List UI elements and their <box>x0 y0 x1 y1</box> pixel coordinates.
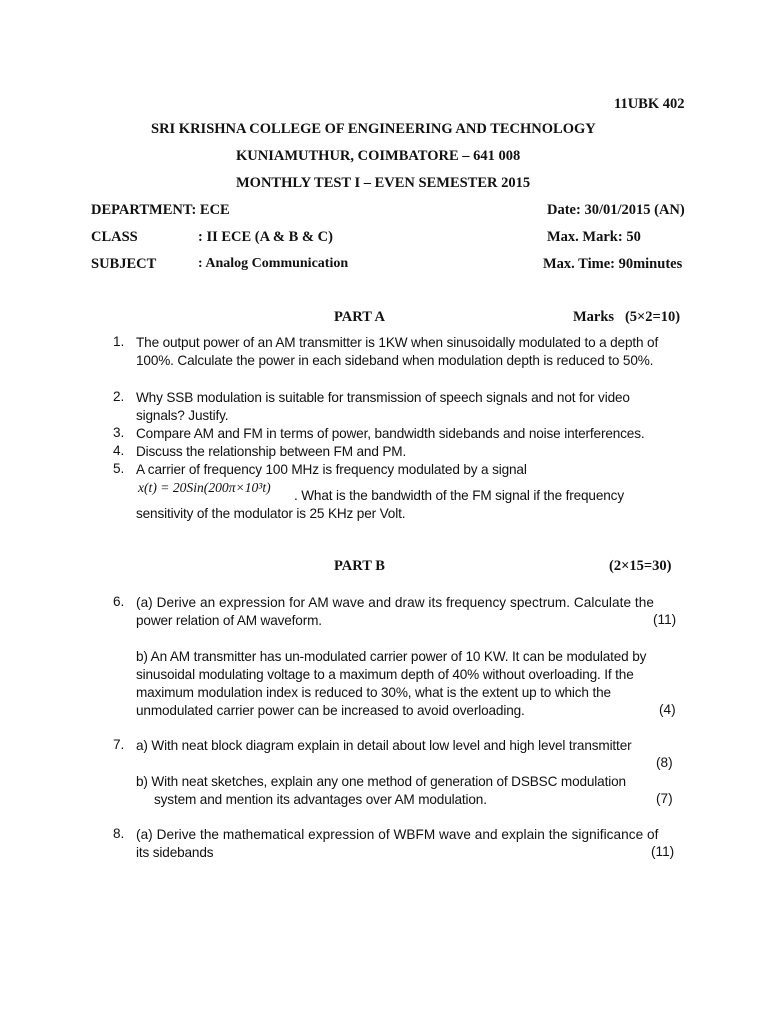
question-text: power relation of AM waveform. <box>136 613 322 628</box>
question-text: system and mention its advantages over AM modulation. <box>154 792 487 807</box>
class-label: CLASS <box>91 229 138 245</box>
question-marks: (4) <box>659 702 676 717</box>
question-text: sensitivity of the modulator is 25 KHz per Volt. <box>136 506 406 521</box>
part-a-marks: Marks (5×2=10) <box>573 309 681 325</box>
test-title: MONTHLY TEST I – EVEN SEMESTER 2015 <box>236 175 531 191</box>
question-number: 1. <box>113 334 125 349</box>
subject-code: 11UBK 402 <box>614 96 685 112</box>
part-b-marks: (2×15=30) <box>609 558 672 574</box>
subject-value: : Analog Communication <box>198 256 349 271</box>
question-text: (a) Derive an expression for AM wave and draw its frequency spectrum. Calculate the <box>136 595 654 610</box>
question-number: 4. <box>113 443 125 458</box>
question-number: 8. <box>113 826 125 841</box>
question-text: b) With neat sketches, explain any one method of generation of DSBSC modulation <box>136 774 626 789</box>
question-number: 2. <box>113 389 125 404</box>
question-text: Why SSB modulation is suitable for transmission of speech signals and not for video signals? Justify. <box>136 390 630 424</box>
question-text: (a) Derive the mathematical expression of WBFM wave and explain the significance of <box>136 827 659 842</box>
question-marks: (8) <box>656 755 673 770</box>
max-mark: Max. Mark: 50 <box>547 229 641 245</box>
class-value: : II ECE (A & B & C) <box>198 229 333 245</box>
college-address: KUNIAMUTHUR, COIMBATORE – 641 008 <box>236 148 521 164</box>
question-text: a) With neat block diagram explain in detail about low level and high level transmitter <box>136 738 632 753</box>
question-text: unmodulated carrier power can be increased to avoid overloading. <box>136 703 525 718</box>
question-text: its sidebands <box>136 845 214 860</box>
question-marks: (7) <box>656 791 673 806</box>
question-text: . What is the bandwidth of the FM signal if the frequency <box>294 488 624 503</box>
question-number: 7. <box>113 737 125 752</box>
fm-signal-formula: x(t) = 20Sin(200π×10³t) <box>138 480 271 495</box>
question-text: Discuss the relationship between FM and PM. <box>136 444 407 459</box>
department: DEPARTMENT: ECE <box>91 202 230 218</box>
exam-date: Date: 30/01/2015 (AN) <box>547 202 685 218</box>
question-text: sinusoidal modulating voltage to a maximum depth of 40% without overloading. If the <box>136 667 634 682</box>
question-marks: (11) <box>651 844 675 859</box>
college-name: SRI KRISHNA COLLEGE OF ENGINEERING AND TECHNOLOGY <box>151 121 596 137</box>
question-number: 6. <box>113 594 125 609</box>
question-text: Compare AM and FM in terms of power, bandwidth sidebands and noise interferences. <box>136 426 645 441</box>
question-text: b) An AM transmitter has un-modulated carrier power of 10 KW. It can be modulated by <box>136 649 647 664</box>
question-text: A carrier of frequency 100 MHz is frequency modulated by a signal <box>136 462 527 477</box>
question-number: 5. <box>113 461 125 476</box>
question-marks: (11) <box>653 612 677 627</box>
part-b-title: PART B <box>334 558 385 574</box>
part-a-title: PART A <box>334 309 385 325</box>
question-text: The output power of an AM transmitter is 1KW when sinusoidally modulated to a depth of 100%. Calculate the power in each sideband when modulation depth is reduced to 50%. <box>136 335 659 369</box>
subject-label: SUBJECT <box>91 256 157 272</box>
max-time: Max. Time: 90minutes <box>543 256 683 272</box>
question-number: 3. <box>113 425 125 440</box>
question-text: maximum modulation index is reduced to 30%, what is the extent up to which the <box>136 685 611 700</box>
